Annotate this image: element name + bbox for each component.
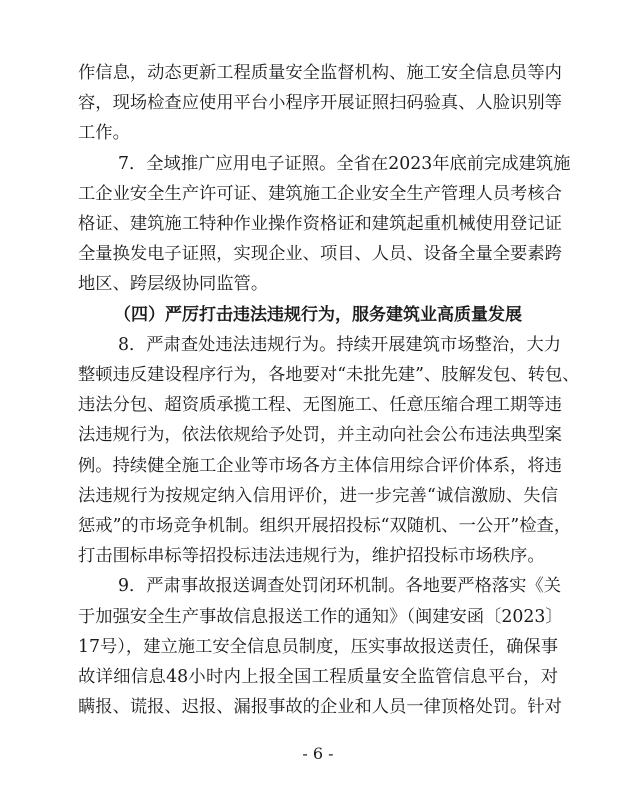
text-line: 例。持续健全施工企业等市场各方主体信用综合评价体系，将违 <box>78 456 562 476</box>
text-line: 瞒报、谎报、迟报、漏报事故的企业和人员一律顶格处罚。针对 <box>78 697 562 717</box>
text-line: 容，现场检查应使用平台小程序开展证照扫码验真、人脸识别等 <box>78 93 562 113</box>
text-line: 法违规行为按规定纳入信用评价，进一步完善“诚信激励、失信 <box>78 486 558 506</box>
text-line: 作信息，动态更新工程质量安全监督机构、施工安全信息员等内 <box>78 63 562 83</box>
text-line: 地区、跨层级协同监管。 <box>78 274 269 294</box>
paragraph-9-first-line: 9．严肃事故报送调查处罚闭环机制。各地要严格落实《关 <box>118 576 562 596</box>
text-line: 整顿违反建设程序行为，各地要对“未批先建”、肢解发包、转包、 <box>78 365 580 385</box>
text-line: 于加强安全生产事故信息报送工作的通知》（闽建安函〔2023〕 <box>78 607 563 627</box>
text-line: 违法分包、超资质承揽工程、无图施工、任意压缩合理工期等违 <box>78 395 562 415</box>
text-line: 工企业安全生产许可证、建筑施工企业安全生产管理人员考核合 <box>78 184 562 204</box>
section-heading: （四）严厉打击违法违规行为，服务建筑业高质量发展 <box>114 305 522 325</box>
text-line: 全量换发电子证照，实现企业、项目、人员、设备全量全要素跨 <box>78 244 562 264</box>
text-line: 工作。 <box>78 123 130 143</box>
text-line: 惩戒”的市场竞争机制。组织开展招投标“双随机、一公开”检查， <box>78 516 572 536</box>
text-line: 17号），建立施工安全信息员制度，压实事故报送责任，确保事 <box>78 637 558 657</box>
text-line: 故详细信息48小时内上报全国工程质量安全监管信息平台，对 <box>78 667 558 687</box>
text-line: 格证、建筑施工特种作业操作资格证和建筑起重机械使用登记证 <box>78 214 562 234</box>
page-number: - 6 - <box>302 744 334 763</box>
text-line: 法违规行为，依法依规给予处罚，并主动向社会公布违法典型案 <box>78 425 562 445</box>
paragraph-8-first-line: 8．严肃查处违法违规行为。持续开展建筑市场整治，大力 <box>118 335 562 355</box>
paragraph-7-first-line: 7．全域推广应用电子证照。全省在2023年底前完成建筑施 <box>118 154 571 174</box>
text-line: 打击围标串标等招投标违法违规行为，维护招投标市场秩序。 <box>78 546 545 566</box>
